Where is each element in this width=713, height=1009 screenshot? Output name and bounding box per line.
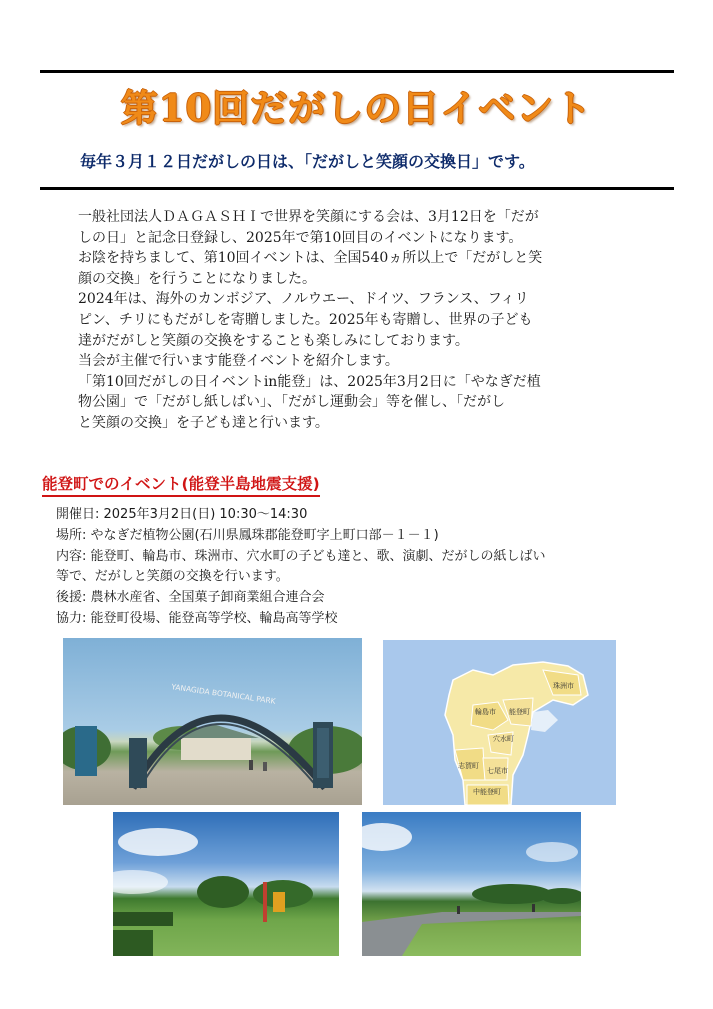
park-field-photo [113,812,339,956]
intro-line: と笑顔の交換」を子ども達と行います。 [78,414,329,431]
detail-location: 場所: やなぎだ植物公園(石川県鳳珠郡能登町字上町口部－１－１) [56,527,439,543]
intro-line: お陰を持ちまして、第10回イベントは、全国540ヵ所以上で「だがしと笑 [78,250,543,267]
map-label: 穴水町 [493,735,514,743]
map-label: 珠洲市 [553,682,574,690]
intro-line: 当会が主催で行います能登イベントを紹介します。 [78,353,399,370]
map-label: 中能登町 [473,788,501,796]
section-heading: 能登町でのイベント(能登半島地震支援) [42,474,320,497]
event-details [56,505,666,630]
intro-line: ピン、チリにもだがしを寄贈しました。2025年も寄贈し、世界の子ども [78,311,533,328]
map-label: 能登町 [509,708,530,716]
page-subtitle: 毎年３月１２日だがしの日は、「だがしと笑顔の交換日」です。 [80,152,535,171]
intro-line: 顔の交換」を行うことになりました。 [78,270,316,287]
top-rule [40,70,674,73]
intro-line: 一般社団法人ＤＡＧＡＳＨＩで世界を笑顔にする会は、3月12日を「だが [78,209,539,225]
intro-text [78,207,644,434]
page-title: 第10回だがしの日イベント [120,86,593,130]
park-sign-text: YANAGIDA BOTANICAL PARK [170,682,277,706]
detail-cooperation: 協力: 能登町役場、能登高等学校、輪島高等学校 [56,610,338,626]
park-gate-photo [63,638,362,805]
header-bottom-rule [40,187,674,190]
map-label: 志賀町 [458,762,479,770]
detail-content-cont: 等で、だがしと笑顔の交換を行います。 [56,569,289,585]
detail-support: 後援: 農林水産省、全国菓子卸商業組合連合会 [56,590,325,606]
intro-line: 2024年は、海外のカンボジア、ノルウエー、ドイツ、フランス、フィリ [78,291,529,308]
intro-line: 「第10回だがしの日イベントin能登」は、2025年3月2日に「やなぎだ植 [78,373,541,390]
map-label: 輪島市 [475,708,496,716]
map-label: 七尾市 [487,767,508,775]
intro-line: 物公園」で「だがし紙しばい」、「だがし運動会」等を催し、「だがし [78,394,505,411]
noto-map [383,640,616,805]
park-lawn-photo [362,812,581,956]
detail-content: 内容: 能登町、輪島市、珠洲市、穴水町の子ども達と、歌、演劇、だがしの紙しばい [56,548,546,564]
intro-line: 達がだがしと笑顔の交換をすることも楽しみにしております。 [78,332,469,349]
intro-line: しの日」と記念日登録し、2025年で第10回目のイベントになります。 [78,229,523,246]
detail-date: 開催日: 2025年3月2日(日) 10:30～14:30 [56,507,308,522]
